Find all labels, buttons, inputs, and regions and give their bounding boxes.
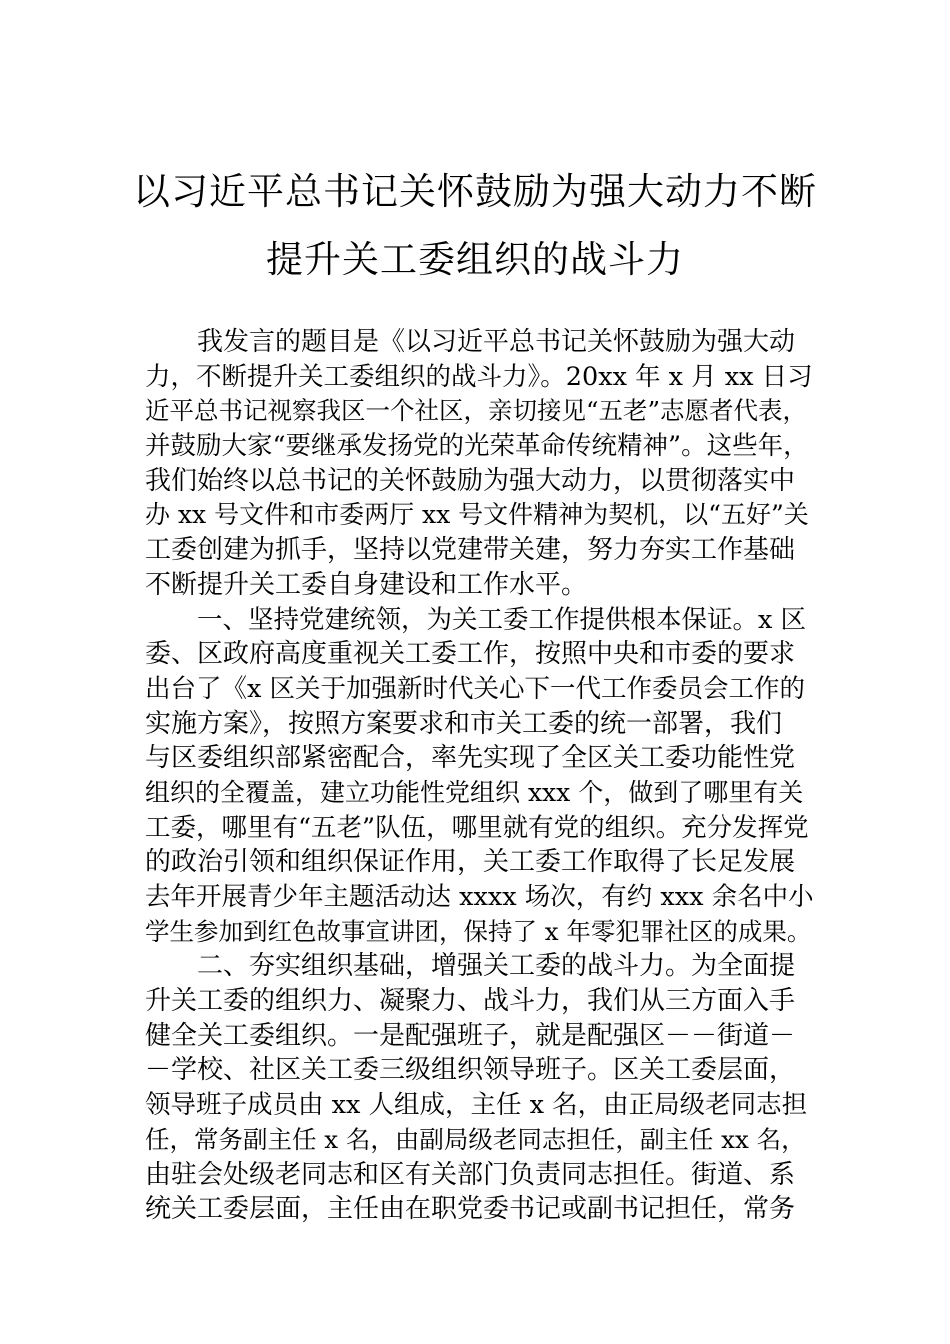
paragraph-line: 工委，哪里有“五老”队伍，哪里就有党的组织。充分发挥党 (145, 812, 809, 843)
paragraph-line: 近平总书记视察我区一个社区，亲切接见“五老”志愿者代表， (145, 396, 808, 426)
paragraph-line: 出台了《x 区关于加强新时代关心下一代工作委员会工作的 (145, 673, 805, 704)
paragraph-line: 升关工委的组织力、凝聚力、战斗力，我们从三方面入手 (145, 986, 796, 1017)
paragraph-line: 工委创建为抓手，坚持以党建带关建，努力夯实工作基础 (145, 535, 796, 566)
paragraph-line: 我发言的题目是《以习近平总书记关怀鼓励为强大动 (197, 327, 796, 357)
paragraph-line: 由驻会处级老同志和区有关部门负责同志担任。街道、系 (145, 1159, 796, 1190)
paragraph-line: 领导班子成员由 xx 人组成，主任 x 名，由正局级老同志担 (145, 1090, 808, 1121)
paragraph-line: 去年开展青少年主题活动达 xxxx 场次，有约 xxx 余名中小 (145, 882, 814, 912)
paragraph-line: 组织的全覆盖，建立功能性党组织 xxx 个，做到了哪里有关 (145, 777, 804, 807)
paragraph-line: 的政治引领和组织保证作用，关工委工作取得了长足发展 (145, 847, 796, 878)
paragraph-line: 委、区政府高度重视关工委工作，按照中央和市委的要求 (145, 639, 796, 670)
paragraph-line: 一、坚持党建统领，为关工委工作提供根本保证。x 区 (197, 604, 806, 635)
paragraph-line: 不断提升关工委自身建设和工作水平。 (145, 569, 588, 600)
paragraph-line: 并鼓励大家“要继承发扬党的光荣革命传统精神”。这些年， (145, 431, 809, 462)
paragraph-line: 实施方案》，按照方案要求和市关工委的统一部署，我们 (145, 708, 783, 739)
paragraph-line: 统关工委层面，主任由在职党委书记或副书记担任，常务 (145, 1194, 796, 1225)
body-text (145, 325, 815, 1227)
paragraph-line: 办 xx 号文件和市委两厅 xx 号文件精神为契机，以“五好”关 (145, 500, 809, 530)
paragraph-line: 力，不断提升关工委组织的战斗力》。20xx 年 x 月 xx 日习 (145, 361, 813, 392)
paragraph-line: 任，常务副主任 x 名，由副局级老同志担任，副主任 xx 名， (145, 1124, 806, 1154)
title-line-2: 提升关工委组织的战斗力 (266, 238, 684, 281)
paragraph-line: 我们始终以总书记的关怀鼓励为强大动力，以贯彻落实中 (145, 465, 796, 496)
title-line-1: 以习近平总书记关怀鼓励为强大动力不断 (133, 170, 817, 213)
paragraph-line: 学生参加到红色故事宣讲团，保持了 x 年零犯罪社区的成果。 (145, 916, 812, 946)
paragraph-line: 二、夯实组织基础，增强关工委的战斗力。为全面提 (197, 951, 796, 982)
paragraph-line: 健全关工委组织。一是配强班子，就是配强区－－街道－ (145, 1020, 796, 1051)
paragraph-line: 与区委组织部紧密配合，率先实现了全区关工委功能性党 (145, 743, 796, 774)
paragraph-line: －学校、社区关工委三级组织领导班子。区关工委层面， (145, 1055, 796, 1086)
